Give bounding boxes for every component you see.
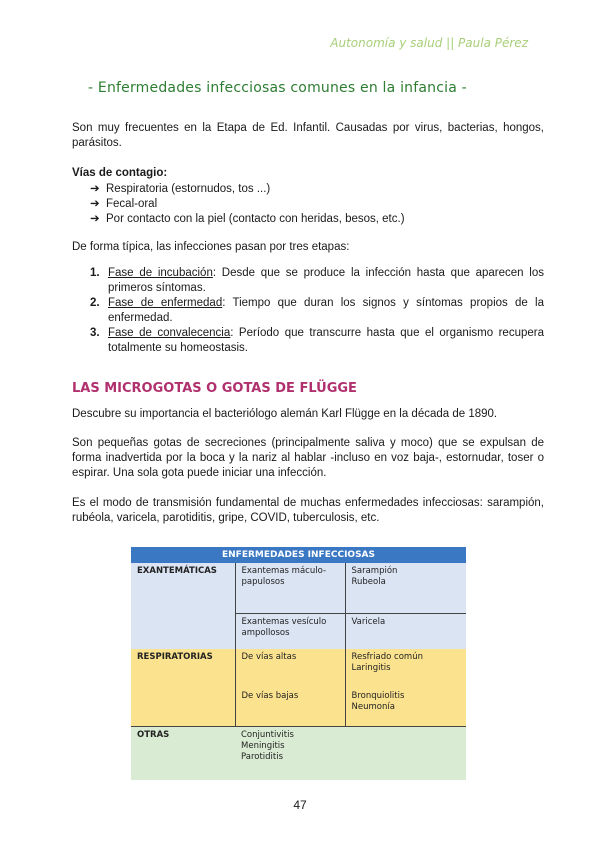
table-row — [131, 649, 466, 688]
page-header: Autonomía y salud || Paula Pérez — [330, 36, 528, 50]
row-label-respiratorias: RESPIRATORIAS — [131, 649, 235, 727]
diseases-table — [131, 547, 466, 780]
cell: Resfriado común Laringitis — [345, 649, 466, 688]
list-item: 3. Fase de convalecencia: Período que transcurre hasta que el organismo recupera totalmente su homeostasis. — [90, 327, 544, 354]
table-row — [131, 727, 466, 781]
etapas-intro: De forma típica, las infecciones pasan por tres etapas: — [72, 241, 350, 253]
intro-paragraph: Son muy frecuentes en la Etapa de Ed. Infantil. Causadas por virus, bacterias, hongos, parásitos. — [72, 122, 544, 149]
cell: Exantemas máculo-papulosos — [235, 563, 345, 613]
table-header: ENFERMEDADES INFECCIOSAS — [131, 547, 466, 563]
etapas-list — [90, 266, 544, 356]
cell: Conjuntivitis Meningitis Parotiditis — [235, 727, 466, 781]
arrow-right-icon: ➔ — [90, 198, 100, 210]
page-title: - Enfermedades infecciosas comunes en la infancia - — [88, 80, 467, 96]
table-row — [131, 563, 466, 613]
list-item: ➔ Por contacto con la piel (contacto con heridas, besos, etc.) — [90, 213, 405, 225]
paragraph-3: Es el modo de transmisión fundamental de muchas enfermedades infecciosas: sarampión, rubéola, varicela, parotiditis, gripe, COVID, tuberculosis, etc. — [72, 497, 544, 524]
vias-heading: Vías de contagio: — [72, 167, 168, 179]
list-item: ➔ Respiratoria (estornudos, tos ...) — [90, 183, 271, 195]
paragraph-1: Descubre su importancia el bacteriólogo alemán Karl Flügge en la década de 1890. — [72, 408, 498, 420]
page-number: 47 — [293, 798, 307, 812]
list-item: ➔ Fecal-oral — [90, 198, 158, 210]
paragraph-2: Son pequeñas gotas de secreciones (principalmente saliva y moco) que se expulsan de forma inadvertida por la boca y la nariz al hablar -incluso en voz baja-, estornudar, toser o espirar. Una sola gota puede iniciar una infección. — [72, 437, 544, 479]
row-label-exantematicas: EXANTEMÁTICAS — [131, 563, 235, 649]
section-title: LAS MICROGOTAS O GOTAS DE FLÜGGE — [72, 381, 357, 396]
arrow-right-icon: ➔ — [90, 183, 100, 195]
list-item: 2. Fase de enfermedad: Tiempo que duran los signos y síntomas propios de la enfermedad. — [90, 297, 544, 324]
cell: Bronquiolitis Neumonía — [345, 688, 466, 727]
cell: Exantemas vesículo ampollosos — [235, 613, 345, 649]
arrow-right-icon: ➔ — [90, 213, 100, 225]
cell: Sarampión Rubeola — [345, 563, 466, 613]
cell: De vías bajas — [235, 688, 345, 727]
vias-list — [90, 182, 405, 227]
cell: Varicela — [345, 613, 466, 649]
cell: De vías altas — [235, 649, 345, 688]
row-label-otras: OTRAS — [131, 727, 235, 781]
list-item: 1. Fase de incubación: Desde que se produce la infección hasta que aparecen los primeros síntomas. — [90, 267, 545, 294]
